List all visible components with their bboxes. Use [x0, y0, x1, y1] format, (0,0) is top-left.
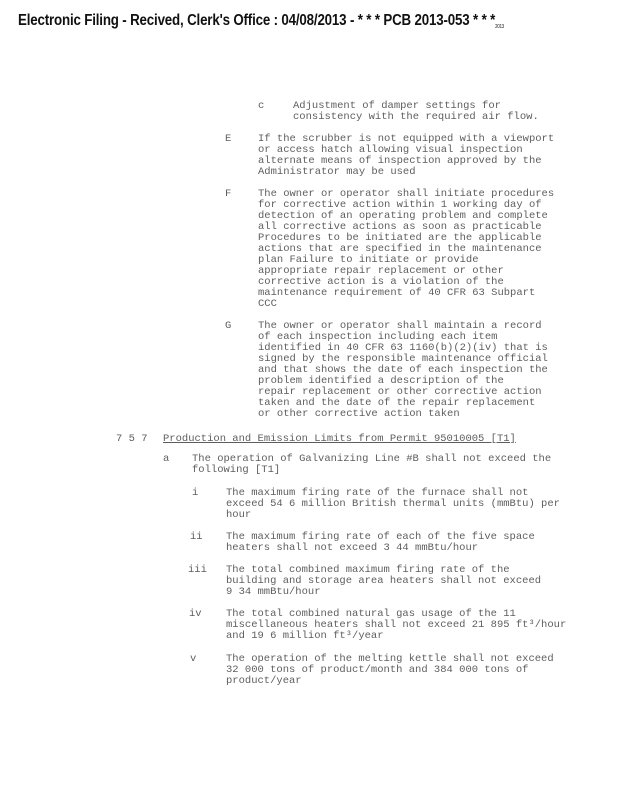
- text-line: consistency with the required air flow.: [293, 111, 539, 123]
- text-line: building and storage area heaters shall not exceed: [226, 575, 542, 587]
- item-marker: a: [163, 453, 170, 465]
- text-line: The operation of Galvanizing Line #B shall not exceed the: [192, 453, 552, 465]
- text-line: The total combined maximum firing rate of the: [226, 564, 510, 576]
- text-line: repair replacement or other corrective action: [258, 386, 542, 398]
- text-line: The maximum firing rate of each of the five space: [226, 531, 535, 543]
- text-line: or access hatch allowing visual inspection: [258, 144, 523, 156]
- text-line: taken and the date of the repair replacement: [258, 397, 536, 409]
- text-line: identified in 40 CFR 63 1160(b)(2)(iv) that is: [258, 342, 548, 354]
- item-marker: iv: [189, 608, 202, 620]
- text-line: actions that are specified in the maintenance: [258, 243, 542, 255]
- text-line: or other corrective action taken: [258, 408, 460, 420]
- electronic-filing-stamp: [18, 12, 505, 30]
- text-line: If the scrubber is not equipped with a viewport: [258, 133, 555, 145]
- item-marker: i: [192, 487, 199, 499]
- text-line: The owner or operator shall maintain a record: [258, 320, 542, 332]
- text-line: of each inspection including each item: [258, 331, 498, 343]
- text-line: maintenance requirement of 40 CFR 63 Subpart: [258, 287, 536, 299]
- text-line: and that shows the date of each inspection the: [258, 364, 548, 376]
- item-marker: iii: [188, 564, 207, 576]
- text-line: Adjustment of damper settings for: [293, 100, 501, 112]
- item-marker: F: [225, 188, 232, 200]
- text-line: The operation of the melting kettle shall not exceed: [226, 653, 554, 665]
- item-marker: ii: [190, 531, 203, 543]
- section-number: 7 5 7: [116, 433, 148, 445]
- text-line: plan Failure to initiate or provide: [258, 254, 479, 266]
- text-line: and 19 6 million ft³/year: [226, 630, 384, 642]
- text-line: for corrective action within 1 working day of: [258, 199, 542, 211]
- item-marker: v: [190, 653, 197, 665]
- text-line: hour: [226, 509, 252, 521]
- text-line: following [T1]: [192, 464, 281, 476]
- text-line: The owner or operator shall initiate procedures: [258, 188, 555, 200]
- text-line: 32 000 tons of product/month and 384 000 tons of: [226, 664, 529, 676]
- text-line: exceed 54 6 million British thermal units (mmBtu) per: [226, 498, 560, 510]
- text-line: corrective action is a violation of the: [258, 276, 504, 288]
- item-marker: E: [225, 133, 232, 145]
- text-line: Administrator may be used: [258, 166, 416, 178]
- text-line: signed by the responsible maintenance official: [258, 353, 548, 365]
- text-line: 9 34 mmBtu/hour: [226, 586, 321, 598]
- text-line: appropriate repair replacement or other: [258, 265, 504, 277]
- text-line: problem identified a description of the: [258, 375, 504, 387]
- text-line: product/year: [226, 675, 302, 687]
- text-line: Procedures to be initiated are the applicable: [258, 232, 542, 244]
- text-line: The maximum firing rate of the furnace shall not: [226, 487, 529, 499]
- text-line: detection of an operating problem and complete: [258, 210, 548, 222]
- stamp-text: Electronic Filing - Recived, Clerk's Office : 04/08/2013 - * * * PCB 2013-053 * * *: [18, 12, 496, 29]
- stamp-tiny-text: 2013: [495, 24, 505, 30]
- text-line: miscellaneous heaters shall not exceed 21 895 ft³/hour: [226, 619, 567, 631]
- section-heading: Production and Emission Limits from Permit 95010005 [T1]: [163, 433, 516, 445]
- item-marker: G: [225, 320, 232, 332]
- text-line: all corrective actions as soon as practicable: [258, 221, 542, 233]
- item-marker: c: [258, 100, 265, 112]
- text-line: The total combined natural gas usage of the 11: [226, 608, 516, 620]
- text-line: alternate means of inspection approved by the: [258, 155, 542, 167]
- text-line: CCC: [258, 298, 277, 310]
- text-line: heaters shall not exceed 3 44 mmBtu/hour: [226, 542, 479, 554]
